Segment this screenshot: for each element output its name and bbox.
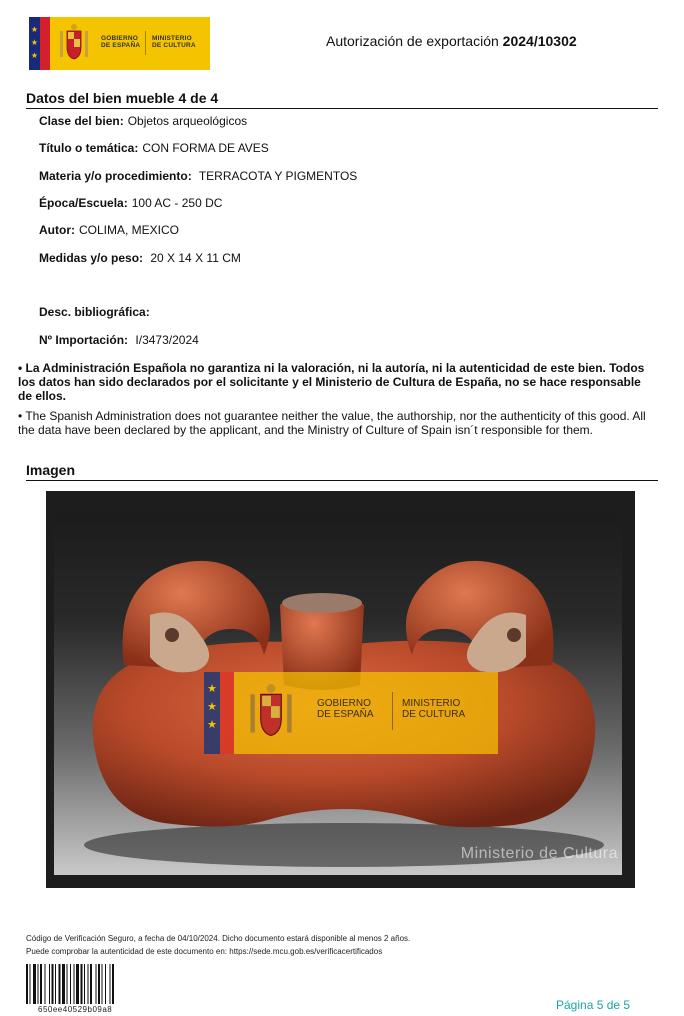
authorization-number: 2024/10302 bbox=[502, 33, 577, 49]
barcode-icon bbox=[26, 964, 150, 1004]
overlay-ministerio-label: MINISTERIO DE CULTURA bbox=[402, 698, 466, 720]
overlay-eu-flag bbox=[204, 672, 220, 754]
page-number: Página 5 de 5 bbox=[556, 998, 631, 1012]
object-photo bbox=[54, 515, 622, 875]
field-dimensions: Medidas y/o peso: 20 X 14 X 11 CM bbox=[39, 251, 241, 265]
eu-flag-stripe bbox=[29, 17, 40, 70]
watermark-text: Ministerio de Cultura bbox=[460, 845, 618, 862]
field-period: Época/Escuela: 100 AC - 250 DC bbox=[39, 196, 223, 210]
overlay-coat-of-arms-icon bbox=[246, 682, 296, 742]
image-frame bbox=[46, 491, 635, 888]
field-bibliography: Desc. bibliográfica: bbox=[39, 305, 150, 319]
watermark-logo-overlay bbox=[204, 672, 498, 754]
field-class: Clase del bien: Objetos arqueológicos bbox=[39, 114, 248, 128]
field-import-number: Nº Importación: I/3473/2024 bbox=[39, 333, 199, 347]
section-heading-image: Imagen bbox=[26, 462, 658, 481]
verification-note: Código de Verificación Seguro, a fecha de 04/10/2024. Dicho documento estará disponible al menos 2 años. bbox=[26, 934, 411, 943]
field-material: Materia y/o procedimiento: TERRACOTA Y PIGMENTOS bbox=[39, 169, 358, 183]
field-title: Título o temática: CON FORMA DE AVES bbox=[39, 141, 269, 155]
disclaimer-spanish: • La Administración Española no garantiza ni la valoración, ni la autoría, ni la autenticidad de este bien. Todos los datos han sido declarados por el solicitante y el Ministerio de Cultura de España, no se hace responsable de ellos. bbox=[18, 361, 645, 403]
government-logo bbox=[29, 17, 210, 70]
overlay-gobierno-label: GOBIERNO DE ESPAÑA bbox=[317, 698, 374, 720]
title-prefix: Autorización de exportación bbox=[326, 33, 499, 49]
barcode-code: 650ee40529b09a8 bbox=[38, 1005, 113, 1014]
ministerio-label: MINISTERIO DE CULTURA bbox=[152, 35, 196, 49]
disclaimer-english: • The Spanish Administration does not guarantee neither the value, the authorship, nor the authenticity of this good. All the data have been declared by the applicant, and the Ministry of Culture of Spain isn´t responsible for them. bbox=[18, 409, 646, 437]
document-title bbox=[326, 33, 577, 49]
spain-coat-of-arms-icon bbox=[57, 23, 91, 63]
section-heading-object-data: Datos del bien mueble 4 de 4 bbox=[26, 90, 658, 109]
overlay-stars-icon: ★ ★ ★ bbox=[207, 683, 217, 731]
gobierno-label: GOBIERNO DE ESPAÑA bbox=[101, 35, 141, 49]
eu-stars-icon: ★ ★ ★ bbox=[30, 25, 39, 60]
verification-url-note: Puede comprobar la autenticidad de este documento en: https://sede.mcu.gob.es/verificacertificados bbox=[26, 947, 383, 956]
field-author: Autor: COLIMA, MEXICO bbox=[39, 223, 180, 237]
